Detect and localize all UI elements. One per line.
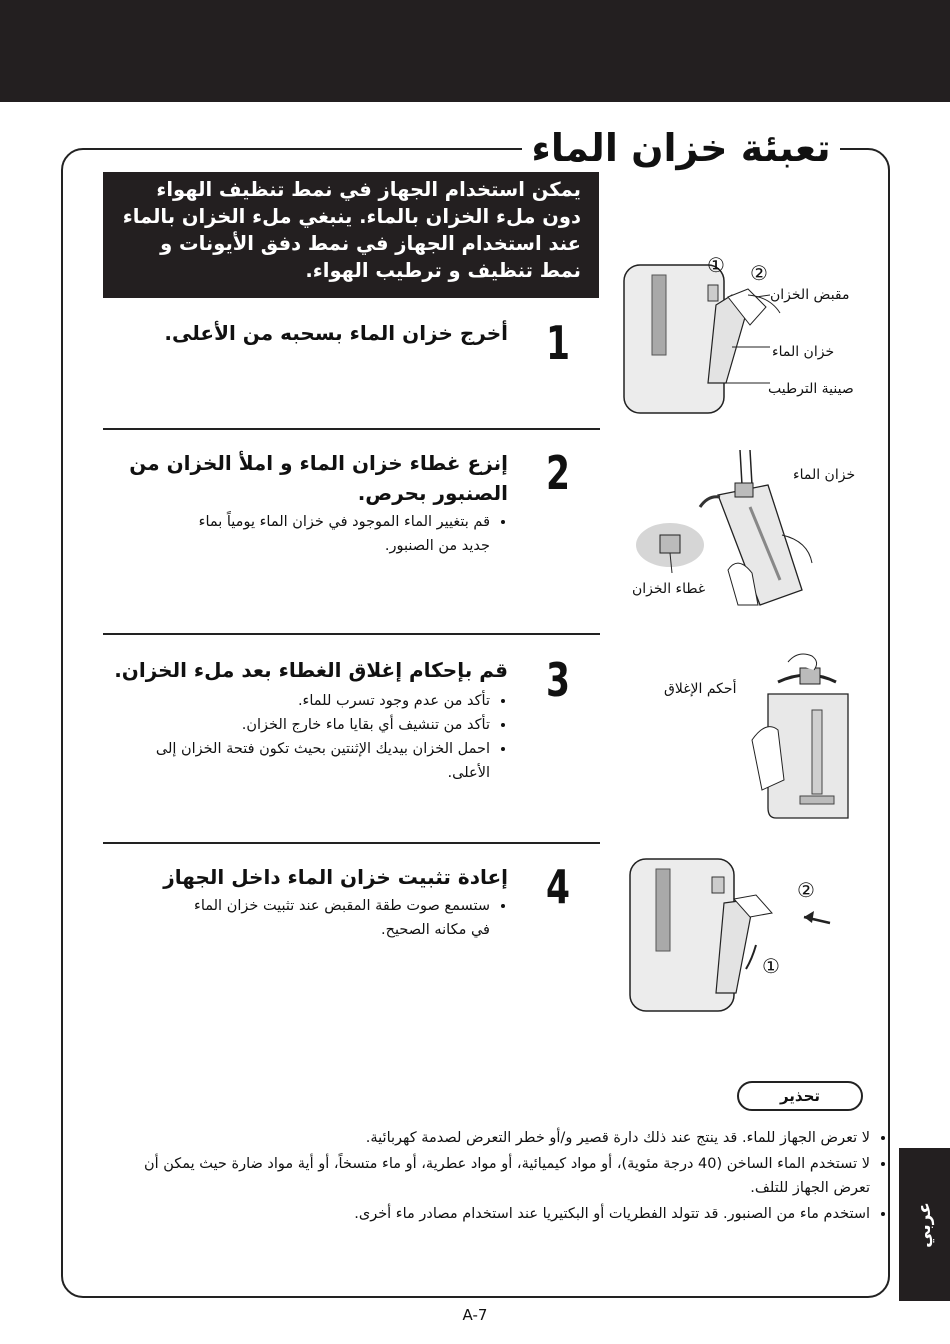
header-bar xyxy=(0,0,950,102)
list-item: • قم بتغيير الماء الموجود في خزان الماء يومياً بماء جديد من الصنبور. xyxy=(190,510,490,558)
step-number: 1 xyxy=(545,316,570,370)
list-item: • لا تعرض الجهاز للماء. قد ينتج عند ذلك دارة قصير و/أو خطر التعرض لصدمة كهربائية. xyxy=(110,1126,870,1150)
list-item: • ستسمع صوت طقة المقبض عند تثبيت خزان الماء في مكانه الصحيح. xyxy=(190,894,490,942)
step-1 xyxy=(110,318,570,378)
step-bullets xyxy=(190,894,508,942)
figure-tighten-cap xyxy=(748,650,878,825)
warning-label: تحذير xyxy=(737,1081,863,1111)
label-tighten: أحكم الإغلاق xyxy=(664,681,737,697)
label-tank-handle: مقبض الخزان xyxy=(770,287,850,303)
divider xyxy=(103,633,600,635)
list-item: • استخدم ماء من الصنبور. قد تتولد الفطريات أو البكتيريا عند استخدام مصادر ماء أخرى. xyxy=(110,1202,870,1226)
step-heading: أخرج خزان الماء بسحبه من الأعلى. xyxy=(164,321,508,345)
step-number: 2 xyxy=(545,446,570,500)
label-humidifying-tray: صينية الترطيب xyxy=(768,381,854,397)
marker-1: ① xyxy=(707,253,725,277)
marker-2: ② xyxy=(797,878,815,902)
language-tab xyxy=(899,1148,950,1301)
label-water-tank: خزان الماء xyxy=(793,467,856,483)
step-3 xyxy=(110,655,570,795)
marker-2: ② xyxy=(750,261,768,285)
list-item: • تأكد من تنشيف أي بقايا ماء خارج الخزان. xyxy=(110,713,490,737)
list-item: • تأكد من عدم وجود تسرب للماء. xyxy=(110,689,490,713)
label-water-tank: خزان الماء xyxy=(772,344,835,360)
list-item: • لا تستخدم الماء الساخن (40 درجة مئوية)، أو مواد كيميائية، أو مواد عطرية، أو ماء متسخاً، أو أية مواد ضارة حيث يمكن أن تعرض الجهاز للتلف. xyxy=(110,1152,870,1200)
step-2 xyxy=(110,448,570,568)
divider xyxy=(103,842,600,844)
step-bullets xyxy=(190,510,508,558)
step-heading: قم بإحكام إغلاق الغطاء بعد ملء الخزان. xyxy=(114,658,508,682)
step-heading: إنزع غطاء خزان الماء و املأ الخزان من الصنبور بحرص. xyxy=(129,451,508,505)
page-number: A-7 xyxy=(462,1306,488,1324)
label-tank-cap: غطاء الخزان xyxy=(632,581,706,597)
list-item: • احمل الخزان بيديك الإثنتين بحيث تكون فتحة الخزان إلى الأعلى. xyxy=(110,737,490,785)
step-4 xyxy=(110,862,570,952)
marker-1: ① xyxy=(762,954,780,978)
warning-list xyxy=(110,1126,892,1228)
intro-note: يمكن استخدام الجهاز في نمط تنظيف الهواء دون ملء الخزان بالماء. ينبغي ملء الخزان بالماء عند استخدام الجهاز في نمط دفق الأيونات و نمط تنظيف و ترطيب الهواء. xyxy=(103,172,599,298)
step-heading: إعادة تثبيت خزان الماء داخل الجهاز xyxy=(163,865,508,889)
step-number: 4 xyxy=(545,860,570,914)
step-bullets xyxy=(110,689,508,785)
page-title: تعبئة خزان الماء xyxy=(522,120,840,176)
language-tab-label: عربي xyxy=(914,1201,935,1248)
step-number: 3 xyxy=(545,653,570,707)
divider xyxy=(103,428,600,430)
